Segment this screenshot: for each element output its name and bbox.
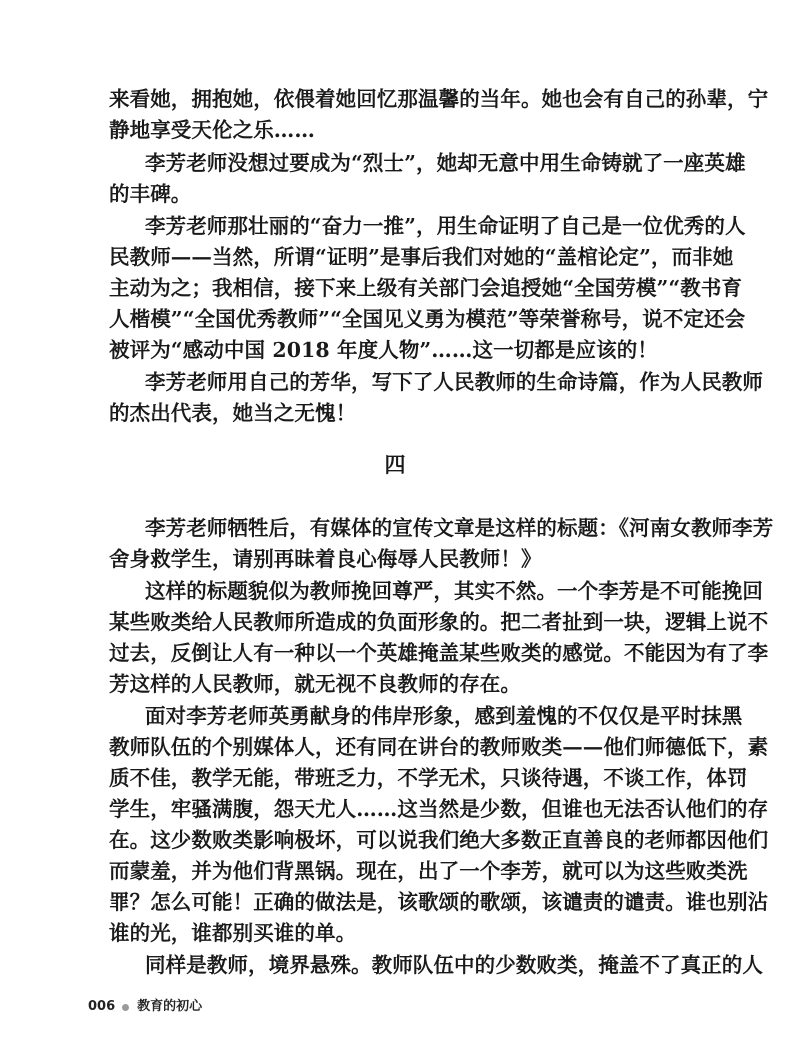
- body-line: 罪？怎么可能！正确的做法是，该歌颂的歌颂，该谴责的谴责。谁也别沾: [109, 890, 769, 914]
- body-line: 谁的光，谁都别买谁的单。: [109, 921, 357, 945]
- body-line: 李芳老师牺牲后，有媒体的宣传文章是这样的标题：《河南女教师李芳: [145, 516, 774, 540]
- page-footer: [88, 998, 202, 1016]
- body-line: 被评为“感动中国 2018 年度人物”……这一切都是应该的！: [109, 338, 658, 362]
- body-line: 质不佳，教学无能，带班乏力，不学无术，只谈待遇，不谈工作，体罚: [109, 766, 748, 790]
- body-line: 的杰出代表，她当之无愧！: [109, 401, 357, 425]
- body-line: 面对李芳老师英勇献身的伟岸形象，感到羞愧的不仅仅是平时抹黑: [145, 704, 743, 728]
- body-line: 主动为之；我相信，接下来上级有关部门会追授她“全国劳模”“教书育: [109, 276, 743, 300]
- body-line: 李芳老师没想过要成为“烈士”，她却无意中用生命铸就了一座英雄: [145, 151, 746, 175]
- body-line: 某些败类给人民教师所造成的负面形象的。把二者扯到一块，逻辑上说不: [109, 610, 769, 634]
- body-line: 在。这少数败类影响极坏，可以说我们绝大多数正直善良的老师都因他们: [109, 828, 769, 852]
- body-line: 过去，反倒让人有一种以一个英雄掩盖某些败类的感觉。不能因为有了李: [109, 641, 769, 665]
- running-title: 教育的初心: [137, 999, 203, 1014]
- body-line: 民教师——当然，所谓“证明”是事后我们对她的“盖棺论定”，而非她: [109, 245, 734, 269]
- section-heading: 四: [384, 452, 406, 477]
- body-line: 李芳老师那壮丽的“奋力一推”，用生命证明了自己是一位优秀的人: [145, 214, 746, 238]
- body-line: 的丰碑。: [109, 182, 192, 206]
- body-line: 而蒙羞，并为他们背黑锅。现在，出了一个李芳，就可以为这些败类洗: [109, 859, 748, 883]
- body-line: 学生，牢骚满腹，怨天尤人……这当然是少数，但谁也无法否认他们的存: [109, 797, 769, 821]
- bullet-dot-icon: [122, 1004, 129, 1011]
- body-line: 同样是教师，境界悬殊。教师队伍中的少数败类，掩盖不了真正的人: [145, 953, 763, 977]
- page-number: 006: [88, 999, 116, 1014]
- body-line: 来看她，拥抱她，依偎着她回忆那温馨的当年。她也会有自己的孙辈，宁: [109, 87, 769, 111]
- body-line: 李芳老师用自己的芳华，写下了人民教师的生命诗篇，作为人民教师: [145, 370, 763, 394]
- body-line: 这样的标题貌似为教师挽回尊严，其实不然。一个李芳是不可能挽回: [145, 579, 763, 603]
- body-line: 芳这样的人民教师，就无视不良教师的存在。: [109, 672, 521, 696]
- body-line: 静地享受天伦之乐……: [109, 118, 315, 142]
- body-line: 人楷模”“全国优秀教师”“全国见义勇为模范”等荣誉称号，说不定还会: [109, 307, 746, 331]
- body-line: 舍身救学生，请别再昧着良心侮辱人民教师！》: [109, 547, 542, 571]
- body-line: 教师队伍的个别媒体人，还有同在讲台的教师败类——他们师德低下，素: [109, 735, 769, 759]
